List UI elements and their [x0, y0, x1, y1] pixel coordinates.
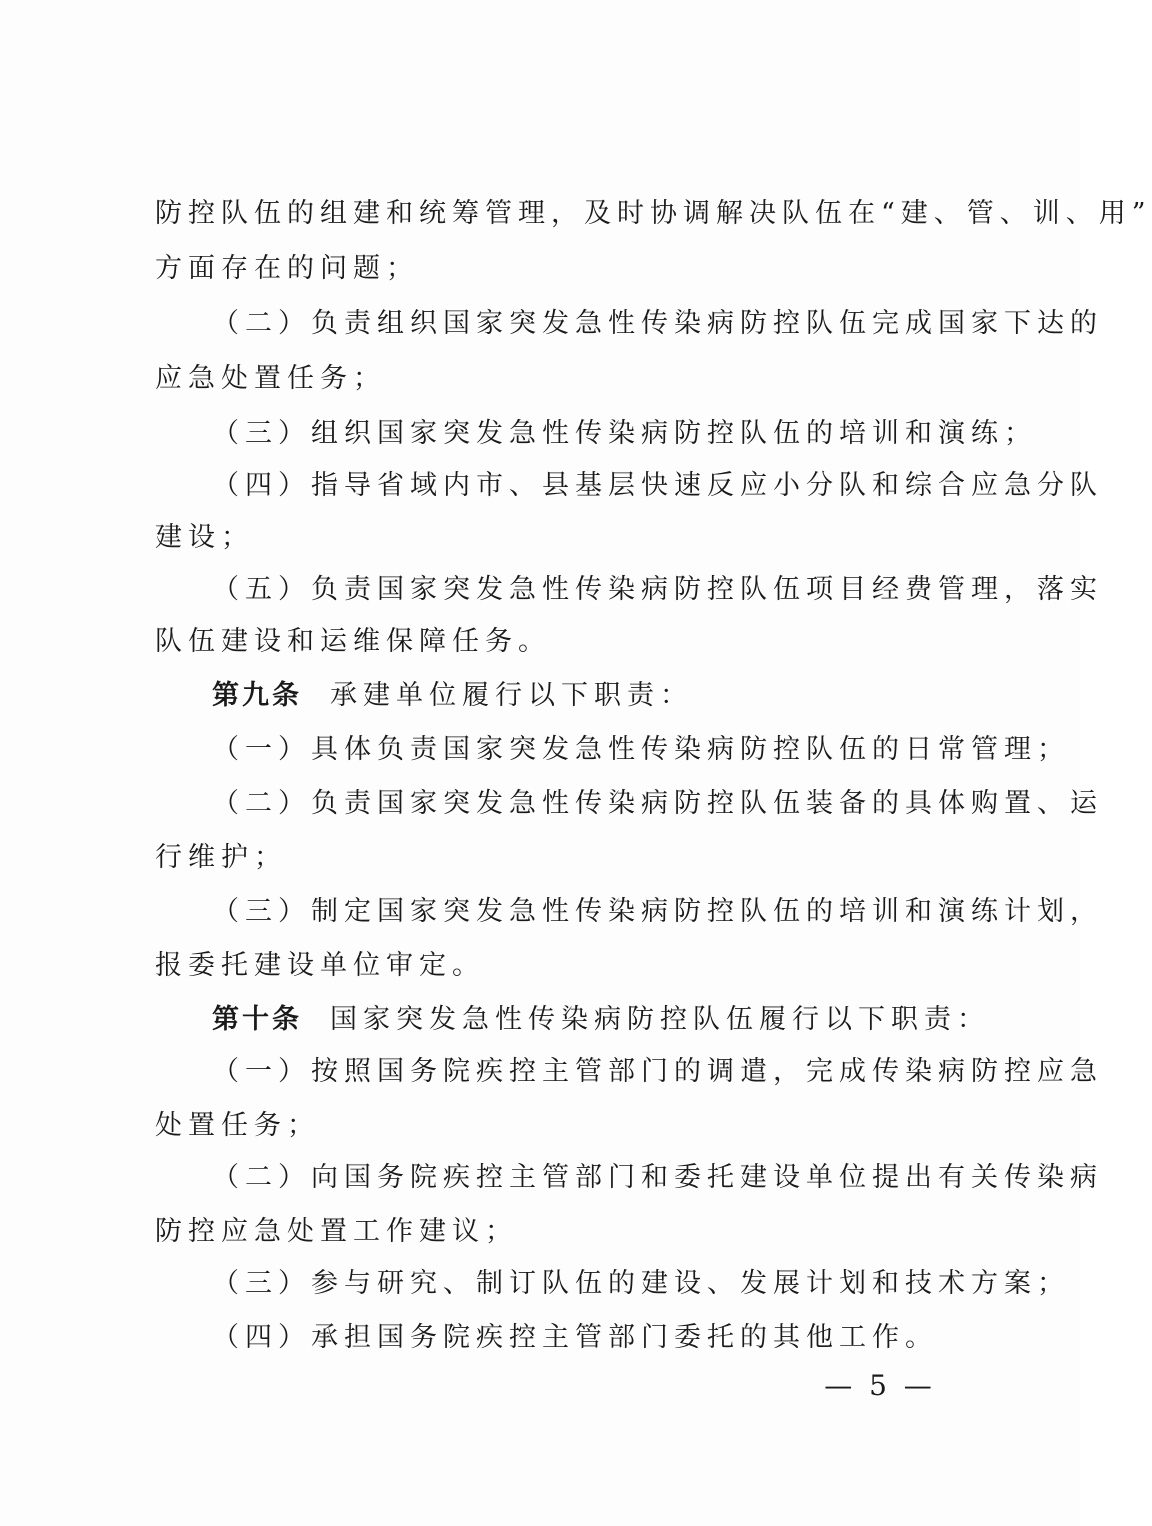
text-line: （二）负责组织国家突发急性传染病防控队伍完成国家下达的 — [212, 308, 1103, 339]
text-line: （一）按照国务院疾控主管部门的调遣，完成传染病防控应急 — [212, 1056, 1103, 1087]
text-line: 承建单位履行以下职责： — [330, 680, 693, 711]
text-line: 国家突发急性传染病防控队伍履行以下职责： — [330, 1004, 990, 1035]
text-line: 处置任务； — [155, 1110, 320, 1141]
article-heading — [212, 1002, 990, 1038]
text-line: （三）组织国家突发急性传染病防控队伍的培训和演练； — [212, 418, 1037, 449]
article-heading — [212, 678, 952, 714]
text-line: 防控队伍的组建和统筹管理，及时协调解决队伍在“建、管、训、用” — [155, 198, 1152, 229]
text-line: （四）指导省域内市、县基层快速反应小分队和综合应急分队 — [212, 470, 1103, 501]
text-line: 应急处置任务； — [155, 363, 386, 394]
text-line: 报委托建设单位审定。 — [155, 950, 485, 981]
text-line: （一）具体负责国家突发急性传染病防控队伍的日常管理； — [212, 734, 1070, 765]
page-number: — 5 — — [824, 1369, 936, 1402]
text-line: （二）向国务院疾控主管部门和委托建设单位提出有关传染病 — [212, 1162, 1103, 1193]
article-label: 第十条 — [212, 1004, 302, 1035]
text-line: （五）负责国家突发急性传染病防控队伍项目经费管理，落实 — [212, 574, 1103, 605]
article-label: 第九条 — [212, 680, 302, 711]
text-line: （三）制定国家突发急性传染病防控队伍的培训和演练计划， — [212, 896, 1103, 927]
text-line: 行维护； — [155, 842, 287, 873]
text-line: （二）负责国家突发急性传染病防控队伍装备的具体购置、运 — [212, 788, 1103, 819]
text-line: 防控应急处置工作建议； — [155, 1216, 518, 1247]
text-line: 队伍建设和运维保障任务。 — [155, 626, 551, 657]
text-line: （四）承担国务院疾控主管部门委托的其他工作。 — [212, 1322, 938, 1353]
text-line: 方面存在的问题； — [155, 253, 419, 284]
text-line: （三）参与研究、制订队伍的建设、发展计划和技术方案； — [212, 1268, 1070, 1299]
text-line: 建设； — [155, 522, 254, 553]
